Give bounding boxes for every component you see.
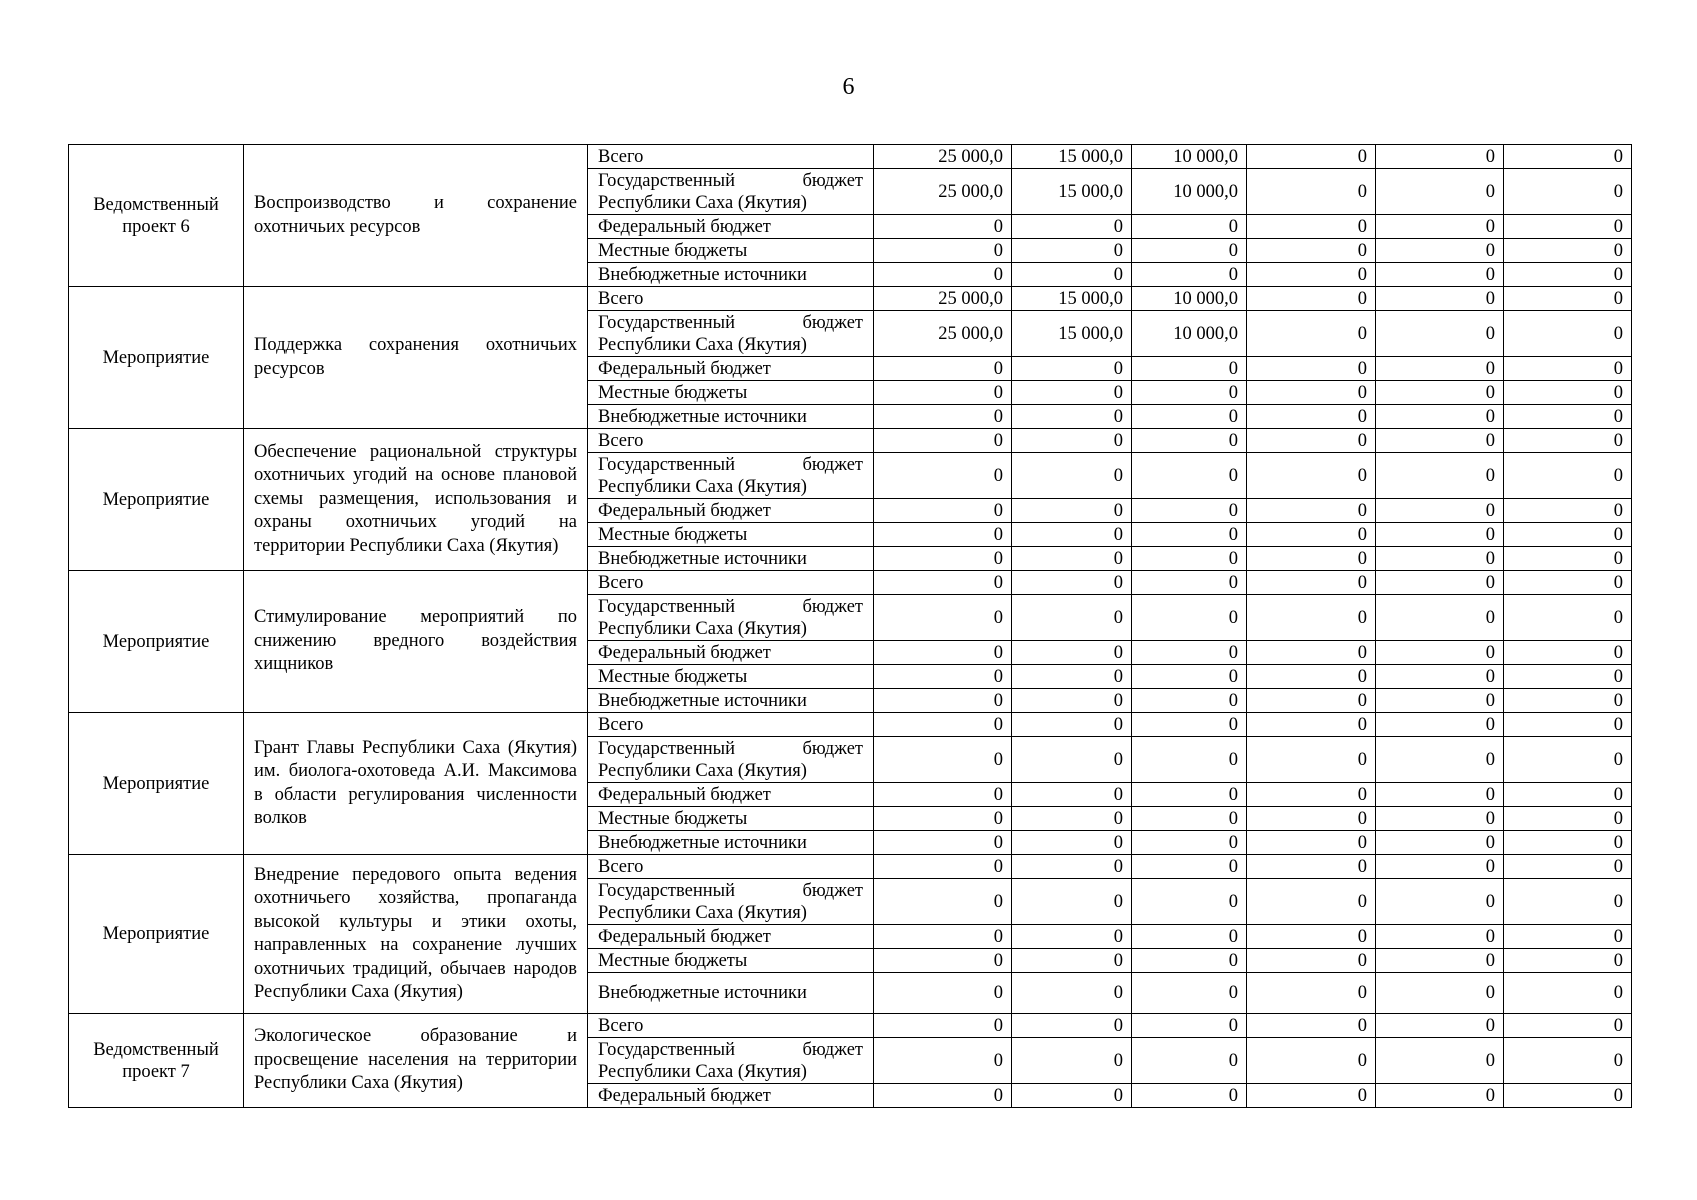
funding-source-cell: Федеральный бюджет (588, 783, 874, 807)
funding-source-cell: Всего (588, 713, 874, 737)
table-row (69, 429, 1632, 453)
amount-cell: 0 (1504, 571, 1632, 595)
amount-cell: 0 (1247, 807, 1376, 831)
amount-cell: 0 (1504, 453, 1632, 499)
amount-cell: 0 (1504, 665, 1632, 689)
amount-cell: 0 (1504, 925, 1632, 949)
amount-cell: 0 (1247, 263, 1376, 287)
funding-source-cell: Внебюджетные источники (588, 405, 874, 429)
amount-cell: 0 (1132, 1084, 1247, 1108)
funding-source-cell: Местные бюджеты (588, 381, 874, 405)
funding-source-cell: Федеральный бюджет (588, 215, 874, 239)
amount-cell: 0 (874, 665, 1012, 689)
amount-cell: 0 (1504, 831, 1632, 855)
funding-source-cell: Государственный бюджет Республики Саха (Якутия) (588, 169, 874, 215)
amount-cell: 0 (1247, 713, 1376, 737)
amount-cell: 0 (1247, 783, 1376, 807)
amount-cell: 0 (1504, 807, 1632, 831)
funding-source-cell: Внебюджетные источники (588, 263, 874, 287)
amount-cell: 0 (1132, 239, 1247, 263)
amount-cell: 0 (1132, 429, 1247, 453)
funding-source-cell: Всего (588, 145, 874, 169)
amount-cell: 0 (1504, 169, 1632, 215)
amount-cell: 15 000,0 (1012, 145, 1132, 169)
amount-cell: 0 (1376, 311, 1504, 357)
amount-cell: 0 (1376, 949, 1504, 973)
amount-cell: 0 (1504, 239, 1632, 263)
amount-cell: 0 (1376, 1084, 1504, 1108)
amount-cell: 0 (1247, 405, 1376, 429)
amount-cell: 0 (1504, 263, 1632, 287)
funding-source-cell: Государственный бюджет Республики Саха (Якутия) (588, 311, 874, 357)
amount-cell: 0 (1504, 381, 1632, 405)
funding-source-cell: Местные бюджеты (588, 949, 874, 973)
section-type-cell: Мероприятие (69, 855, 244, 1014)
amount-cell: 0 (1504, 595, 1632, 641)
amount-cell: 0 (1504, 405, 1632, 429)
amount-cell: 0 (1247, 641, 1376, 665)
amount-cell: 0 (1247, 831, 1376, 855)
amount-cell: 0 (1012, 263, 1132, 287)
amount-cell: 0 (1132, 571, 1247, 595)
section-name-cell: Внедрение передового опыта ведения охотничьего хозяйства, пропаганда высокой культуры и этики охоты, направленных на сохранение лучших охотничьих традиций, обычаев народов Республики Саха (Якутия) (244, 855, 588, 1014)
amount-cell: 0 (1012, 547, 1132, 571)
amount-cell: 0 (1132, 1014, 1247, 1038)
funding-source-cell: Федеральный бюджет (588, 641, 874, 665)
amount-cell: 0 (874, 1084, 1012, 1108)
amount-cell: 0 (1247, 357, 1376, 381)
amount-cell: 0 (1247, 453, 1376, 499)
section-name-cell: Обеспечение рациональной структуры охотничьих угодий на основе плановой схемы размещения, использования и охраны охотничьих угодий на территории Республики Саха (Якутия) (244, 429, 588, 571)
amount-cell: 0 (1012, 807, 1132, 831)
amount-cell: 0 (874, 499, 1012, 523)
amount-cell: 0 (1012, 783, 1132, 807)
amount-cell: 0 (1132, 783, 1247, 807)
amount-cell: 0 (1376, 215, 1504, 239)
amount-cell: 0 (1504, 215, 1632, 239)
amount-cell: 0 (874, 595, 1012, 641)
amount-cell: 0 (1247, 595, 1376, 641)
amount-cell: 0 (1504, 523, 1632, 547)
amount-cell: 0 (1376, 571, 1504, 595)
section-type-cell: Мероприятие (69, 713, 244, 855)
amount-cell: 0 (1376, 145, 1504, 169)
amount-cell: 0 (1247, 689, 1376, 713)
amount-cell: 0 (1012, 831, 1132, 855)
amount-cell: 0 (1132, 453, 1247, 499)
amount-cell: 15 000,0 (1012, 169, 1132, 215)
funding-source-cell: Государственный бюджет Республики Саха (Якутия) (588, 737, 874, 783)
amount-cell: 0 (1247, 523, 1376, 547)
amount-cell: 0 (1504, 737, 1632, 783)
amount-cell: 0 (1012, 689, 1132, 713)
amount-cell: 0 (1376, 1014, 1504, 1038)
amount-cell: 0 (1132, 499, 1247, 523)
amount-cell: 0 (874, 973, 1012, 1014)
section-type-cell: Ведомственный проект 6 (69, 145, 244, 287)
amount-cell: 0 (1247, 949, 1376, 973)
funding-source-cell: Внебюджетные источники (588, 689, 874, 713)
funding-source-cell: Внебюджетные источники (588, 547, 874, 571)
amount-cell: 0 (1376, 453, 1504, 499)
funding-source-cell: Федеральный бюджет (588, 1084, 874, 1108)
table-row (69, 1014, 1632, 1038)
funding-source-cell: Федеральный бюджет (588, 925, 874, 949)
amount-cell: 0 (874, 855, 1012, 879)
amount-cell: 0 (1247, 1084, 1376, 1108)
section-name-cell: Экологическое образование и просвещение населения на территории Республики Саха (Якутия) (244, 1014, 588, 1108)
amount-cell: 0 (1504, 689, 1632, 713)
amount-cell: 0 (1012, 1084, 1132, 1108)
amount-cell: 15 000,0 (1012, 311, 1132, 357)
amount-cell: 0 (1376, 641, 1504, 665)
amount-cell: 25 000,0 (874, 145, 1012, 169)
section-type-cell: Ведомственный проект 7 (69, 1014, 244, 1108)
amount-cell: 0 (874, 1038, 1012, 1084)
section-name-cell: Поддержка сохранения охотничьих ресурсов (244, 287, 588, 429)
amount-cell: 10 000,0 (1132, 169, 1247, 215)
amount-cell: 0 (874, 405, 1012, 429)
amount-cell: 0 (1376, 831, 1504, 855)
amount-cell: 0 (1132, 807, 1247, 831)
amount-cell: 0 (1132, 925, 1247, 949)
amount-cell: 0 (1012, 405, 1132, 429)
amount-cell: 0 (1247, 287, 1376, 311)
amount-cell: 0 (1504, 949, 1632, 973)
amount-cell: 0 (1132, 547, 1247, 571)
table-row (69, 571, 1632, 595)
amount-cell: 0 (1012, 357, 1132, 381)
amount-cell: 0 (1012, 429, 1132, 453)
amount-cell: 0 (1132, 949, 1247, 973)
amount-cell: 0 (1012, 879, 1132, 925)
amount-cell: 0 (1132, 737, 1247, 783)
amount-cell: 0 (1376, 595, 1504, 641)
amount-cell: 25 000,0 (874, 287, 1012, 311)
amount-cell: 10 000,0 (1132, 287, 1247, 311)
amount-cell: 0 (1247, 665, 1376, 689)
amount-cell: 0 (1247, 1038, 1376, 1084)
amount-cell: 0 (1247, 311, 1376, 357)
amount-cell: 0 (1376, 547, 1504, 571)
amount-cell: 0 (874, 689, 1012, 713)
funding-source-cell: Местные бюджеты (588, 239, 874, 263)
amount-cell: 0 (1012, 499, 1132, 523)
amount-cell: 0 (1376, 713, 1504, 737)
amount-cell: 0 (1132, 713, 1247, 737)
amount-cell: 0 (1247, 499, 1376, 523)
table-row (69, 287, 1632, 311)
section-name-cell: Воспроизводство и сохранение охотничьих ресурсов (244, 145, 588, 287)
amount-cell: 0 (1376, 1038, 1504, 1084)
funding-source-cell: Всего (588, 571, 874, 595)
amount-cell: 0 (874, 215, 1012, 239)
amount-cell: 0 (1132, 665, 1247, 689)
amount-cell: 0 (1376, 357, 1504, 381)
amount-cell: 0 (1504, 855, 1632, 879)
amount-cell: 0 (874, 453, 1012, 499)
amount-cell: 0 (1132, 263, 1247, 287)
amount-cell: 0 (1132, 879, 1247, 925)
amount-cell: 0 (1012, 1014, 1132, 1038)
funding-source-cell: Всего (588, 287, 874, 311)
amount-cell: 0 (1376, 879, 1504, 925)
amount-cell: 0 (1012, 973, 1132, 1014)
amount-cell: 0 (1504, 1038, 1632, 1084)
amount-cell: 0 (1504, 973, 1632, 1014)
amount-cell: 0 (1132, 405, 1247, 429)
amount-cell: 0 (1012, 571, 1132, 595)
amount-cell: 0 (1132, 689, 1247, 713)
amount-cell: 0 (1247, 145, 1376, 169)
funding-source-cell: Государственный бюджет Республики Саха (Якутия) (588, 879, 874, 925)
amount-cell: 0 (874, 949, 1012, 973)
amount-cell: 0 (874, 807, 1012, 831)
amount-cell: 0 (1012, 949, 1132, 973)
amount-cell: 0 (1012, 641, 1132, 665)
amount-cell: 0 (1012, 1038, 1132, 1084)
amount-cell: 0 (1012, 855, 1132, 879)
amount-cell: 0 (874, 713, 1012, 737)
amount-cell: 0 (1247, 215, 1376, 239)
amount-cell: 0 (1132, 381, 1247, 405)
amount-cell: 0 (1376, 973, 1504, 1014)
funding-source-cell: Федеральный бюджет (588, 499, 874, 523)
amount-cell: 15 000,0 (1012, 287, 1132, 311)
section-name-cell: Грант Главы Республики Саха (Якутия) им. биолога-охотоведа А.И. Максимова в области регулирования численности волков (244, 713, 588, 855)
amount-cell: 0 (1012, 665, 1132, 689)
amount-cell: 0 (1376, 499, 1504, 523)
amount-cell: 0 (1504, 145, 1632, 169)
table-row (69, 855, 1632, 879)
funding-source-cell: Местные бюджеты (588, 523, 874, 547)
amount-cell: 0 (1132, 215, 1247, 239)
amount-cell: 0 (874, 429, 1012, 453)
section-type-cell: Мероприятие (69, 429, 244, 571)
amount-cell: 0 (1376, 783, 1504, 807)
amount-cell: 0 (874, 381, 1012, 405)
amount-cell: 0 (1504, 641, 1632, 665)
amount-cell: 0 (1247, 973, 1376, 1014)
amount-cell: 0 (1247, 855, 1376, 879)
funding-source-cell: Государственный бюджет Республики Саха (Якутия) (588, 453, 874, 499)
amount-cell: 0 (1376, 665, 1504, 689)
amount-cell: 0 (1376, 855, 1504, 879)
budget-table-body (69, 145, 1632, 1108)
amount-cell: 0 (1376, 689, 1504, 713)
amount-cell: 0 (1132, 973, 1247, 1014)
funding-source-cell: Местные бюджеты (588, 807, 874, 831)
amount-cell: 0 (1376, 381, 1504, 405)
amount-cell: 0 (1376, 287, 1504, 311)
amount-cell: 0 (1132, 357, 1247, 381)
section-type-cell: Мероприятие (69, 571, 244, 713)
amount-cell: 0 (874, 523, 1012, 547)
funding-source-cell: Федеральный бюджет (588, 357, 874, 381)
section-type-cell: Мероприятие (69, 287, 244, 429)
amount-cell: 0 (1376, 239, 1504, 263)
budget-table (68, 144, 1632, 1108)
amount-cell: 0 (1247, 429, 1376, 453)
amount-cell: 0 (874, 239, 1012, 263)
amount-cell: 0 (874, 547, 1012, 571)
amount-cell: 0 (1504, 879, 1632, 925)
amount-cell: 0 (1504, 547, 1632, 571)
amount-cell: 0 (1376, 405, 1504, 429)
funding-source-cell: Всего (588, 1014, 874, 1038)
amount-cell: 0 (874, 1014, 1012, 1038)
page-number: 6 (842, 74, 855, 100)
funding-source-cell: Всего (588, 855, 874, 879)
amount-cell: 0 (874, 263, 1012, 287)
table-row (69, 713, 1632, 737)
amount-cell: 0 (874, 879, 1012, 925)
amount-cell: 0 (874, 571, 1012, 595)
funding-source-cell: Внебюджетные источники (588, 973, 874, 1014)
amount-cell: 0 (1504, 783, 1632, 807)
amount-cell: 0 (1247, 737, 1376, 783)
funding-source-cell: Государственный бюджет Республики Саха (Якутия) (588, 1038, 874, 1084)
table-row (69, 145, 1632, 169)
amount-cell: 0 (1012, 239, 1132, 263)
amount-cell: 0 (1247, 381, 1376, 405)
amount-cell: 0 (874, 357, 1012, 381)
amount-cell: 0 (1247, 547, 1376, 571)
amount-cell: 0 (1012, 215, 1132, 239)
amount-cell: 0 (1247, 239, 1376, 263)
funding-source-cell: Местные бюджеты (588, 665, 874, 689)
amount-cell: 0 (1247, 571, 1376, 595)
amount-cell: 0 (1376, 429, 1504, 453)
funding-source-cell: Государственный бюджет Республики Саха (Якутия) (588, 595, 874, 641)
amount-cell: 0 (1504, 499, 1632, 523)
amount-cell: 0 (1376, 807, 1504, 831)
funding-source-cell: Внебюджетные источники (588, 831, 874, 855)
amount-cell: 0 (874, 925, 1012, 949)
amount-cell: 0 (1012, 523, 1132, 547)
amount-cell: 0 (1012, 737, 1132, 783)
amount-cell: 0 (1504, 357, 1632, 381)
amount-cell: 0 (1504, 713, 1632, 737)
amount-cell: 0 (1376, 737, 1504, 783)
amount-cell: 0 (1012, 713, 1132, 737)
amount-cell: 25 000,0 (874, 169, 1012, 215)
amount-cell: 0 (1247, 1014, 1376, 1038)
amount-cell: 0 (1012, 595, 1132, 641)
amount-cell: 0 (1376, 169, 1504, 215)
amount-cell: 10 000,0 (1132, 311, 1247, 357)
amount-cell: 0 (1247, 925, 1376, 949)
amount-cell: 0 (1012, 453, 1132, 499)
section-name-cell: Стимулирование мероприятий по снижению вредного воздействия хищников (244, 571, 588, 713)
amount-cell: 0 (1132, 855, 1247, 879)
amount-cell: 0 (1376, 925, 1504, 949)
amount-cell: 0 (1504, 429, 1632, 453)
amount-cell: 0 (1132, 523, 1247, 547)
amount-cell: 0 (1012, 925, 1132, 949)
amount-cell: 0 (1132, 1038, 1247, 1084)
amount-cell: 0 (1504, 1014, 1632, 1038)
amount-cell: 0 (1247, 879, 1376, 925)
amount-cell: 0 (874, 737, 1012, 783)
amount-cell: 0 (1504, 287, 1632, 311)
amount-cell: 0 (1132, 831, 1247, 855)
funding-source-cell: Всего (588, 429, 874, 453)
amount-cell: 0 (874, 641, 1012, 665)
amount-cell: 10 000,0 (1132, 145, 1247, 169)
amount-cell: 0 (1376, 263, 1504, 287)
amount-cell: 0 (1012, 381, 1132, 405)
amount-cell: 0 (1504, 311, 1632, 357)
amount-cell: 0 (1132, 595, 1247, 641)
amount-cell: 0 (1376, 523, 1504, 547)
amount-cell: 25 000,0 (874, 311, 1012, 357)
amount-cell: 0 (874, 783, 1012, 807)
amount-cell: 0 (1504, 1084, 1632, 1108)
amount-cell: 0 (874, 831, 1012, 855)
amount-cell: 0 (1132, 641, 1247, 665)
amount-cell: 0 (1247, 169, 1376, 215)
